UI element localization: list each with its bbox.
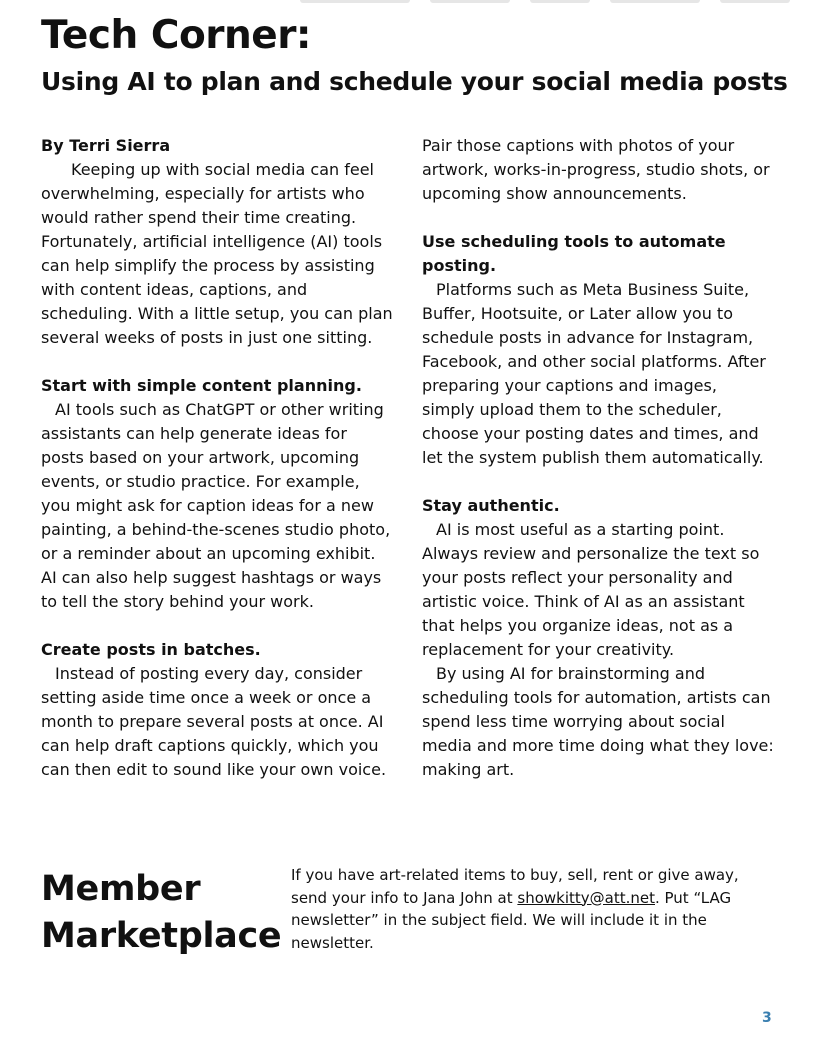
- section-body-content-planning: AI tools such as ChatGPT or other writing assistants can help generate ideas for posts based on your artwork, upcoming events, or studio practice. For example, you might ask for caption ideas for a new painting, a behind-the-scenes studio photo, or a reminder about an upcoming exhibit. AI can also help suggest hashtags or ways to tell the story behind your work.: [41, 400, 391, 611]
- section-body-authentic: AI is most useful as a starting point. Always review and personalize the text so your posts reflect your personality and artistic voice. Think of AI as an assistant that helps you organize ideas, not as a replacement for your creativity.: [422, 520, 760, 659]
- page-number: 3: [762, 1010, 772, 1026]
- section-heading-authentic: Stay authentic.: [422, 496, 560, 515]
- section-heading-content-planning: Start with simple content planning.: [41, 376, 362, 395]
- section-body-scheduling: Platforms such as Meta Business Suite, Buffer, Hootsuite, or Later allow you to schedule posts in advance for Instagram, Facebook, and other social platforms. After preparing your captions and images, simply upload them to the scheduler, choose your posting dates and times, and let the system publish them automatically.: [422, 280, 766, 467]
- page-subtitle: Using AI to plan and schedule your social media posts: [41, 67, 788, 96]
- section-body-batches: Instead of posting every day, consider setting aside time once a week or once a month to prepare several posts at once. AI can help draft captions quickly, which you can then edit to sound like your own voice.: [41, 664, 387, 779]
- marketplace-description: If you have art-related items to buy, sell, rent or give away, send your info to Jana John at showkitty@att.net. Put “LAG newsletter” in the subject field. We will include it in the newsletter.: [291, 866, 739, 952]
- email-link[interactable]: showkitty@att.net: [517, 888, 655, 907]
- byline: By Terri Sierra: [41, 136, 171, 155]
- section-heading-batches: Create posts in batches.: [41, 640, 261, 659]
- marketplace-title: Member Marketplace: [41, 869, 282, 956]
- article-column-right: [422, 134, 774, 782]
- page-title: Tech Corner:: [41, 13, 312, 58]
- section-heading-scheduling: Use scheduling tools to automate posting.: [422, 232, 726, 275]
- intro-paragraph: Keeping up with social media can feel overwhelming, especially for artists who would rather spend their time creating. Fortunately, artificial intelligence (AI) tools can help simplify the process by assisting with content ideas, captions, and scheduling. With a little setup, you can plan several weeks of posts in just one sitting.: [41, 160, 393, 347]
- closing-paragraph: By using AI for brainstorming and scheduling tools for automation, artists can spend less time worrying about social media and more time doing what they love: making art.: [422, 664, 774, 779]
- top-edge-strip: [0, 0, 813, 6]
- article-column-left: [41, 134, 393, 782]
- section-body-batches-continued: Pair those captions with photos of your artwork, works-in-progress, studio shots, or upcoming show announcements.: [422, 136, 770, 203]
